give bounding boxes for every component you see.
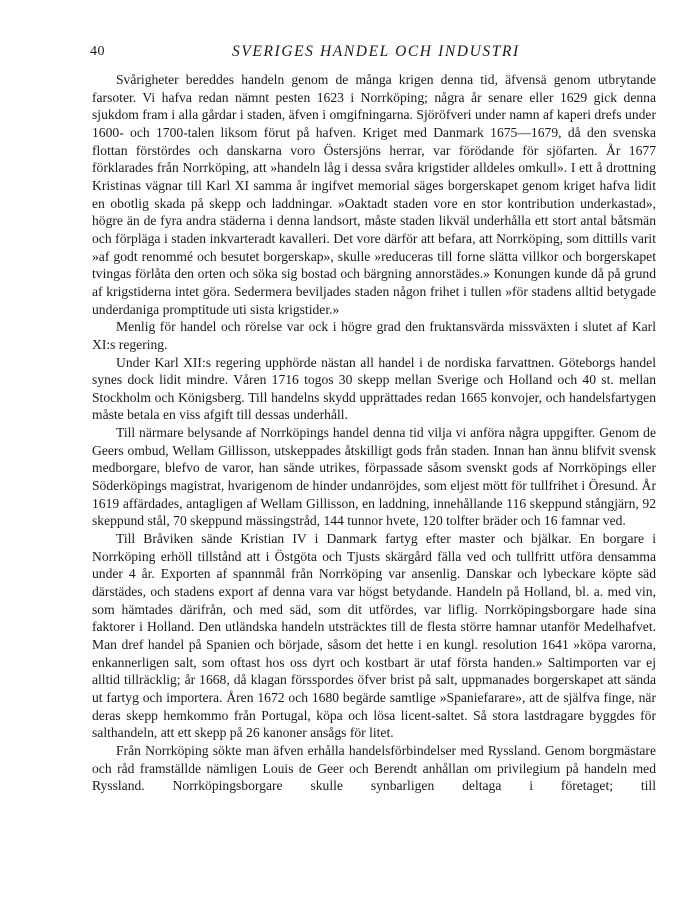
page-number: 40: [90, 44, 105, 59]
paragraph-russia: Från Norrköping sökte man äfven erhålla handelsförbindelser med Ryssland. Genom borgmästare och råd framställde nämligen Louis de Geer och Berendt anhållan om privilegium på handeln med Ryssland. Norrköpingsborgare skulle synbarligen deltaga i företaget; till: [92, 742, 656, 794]
paragraph-norrkoping-trade: Till närmare belysande af Norrköpings handel denna tid vilja vi anföra några uppgifter. Genom de Geers ombud, Wellam Gillisson, utskeppades åtskilligt gods från staden. Innan han ännu blifvit svensk medborgare, blefvo de varor, han sände utrikes, förpassade såsom svenskt gods af Norrköpings eller Söderköpings magistrat, hvarigenom de hinder undanröjdes, som eljest mött för tullfrihet i Öresund. År 1619 affärdades, antagligen af Wellam Gillisson, en laddning, innehållande 116 skeppund stångjärn, 92 skeppund stål, 70 skeppund mässingstråd, 144 tunnor hvete, 120 tolfter bräder och 16 famnar ved.: [92, 425, 656, 529]
running-head-title: SVERIGES HANDEL OCH INDUSTRI: [232, 43, 520, 60]
running-head: [90, 44, 650, 64]
paragraph-famine: Menlig för handel och rörelse var ock i högre grad den fruktansvärda missväxten i slutet af Karl XI:s regering.: [92, 319, 656, 352]
paragraph-hardships: Svårigheter bereddes handeln genom de många krigen denna tid, äfvensä genom utbrytande farsoter. Vi hafva redan nämnt pesten 1623 i Norrköping; några år senare eller 1629 gick denna sjukdom fram i alla gårdar i staden, äfven i omgifningarna. Sjöröfveri under namn af kaperi drefs under 1600- och 1700-talen liksom förut på hafven. Kriget med Danmark 1675—1679, då den svenska flottan förstördes och danskarna voro Östersjöns herrar, var förödande för sjöfarten. År 1677 förklarades från Norrköping, att »handeln låg i dessa svåra krigstider alldeles omkull». I ett å drottning Kristinas vägnar till Karl XI samma år ingifvet memorial säges borgerskapet genom kriget hafva lidit en obotlig skada på skepp och laddningar. »Oaktadt staden vore en stor kontribution underkastad», högre än de fyra andra städerna i denna landsort, måste staden likväl underhålla ett stort antal båtsmän och förpläga i staden inkvarteradt kavalleri. Det vore därför att befara, att Norrköping, som dittills varit »af godt renommé och besutet borgerskap», skulle »reduceras till forne slätta villkor och borgerskapet tvingas förlåta den orten och söka sig bostad och bärgning annorstädes.» Konungen kunde då på grund af krigstiderna intet göra. Sedermera beviljades staden någon frihet i tullen »för stadens alltid betygade underdaniga promptitude uti sista krigstider.»: [92, 72, 656, 317]
paragraph-braviken: Till Bråviken sände Kristian IV i Danmark fartyg efter master och bjälkar. En borgare i Norrköping erhöll tillstånd att i Östgöta och Tjusts skärgård fälla ved och tullfritt utföra densamma under 4 år. Exporten af spannmål från Norrköping var ansenlig. Danskar och lybeckare köpte säd därstädes, och stadens export af denna vara var högst betydande. Handeln på Holland, bl. a. med vin, som hämtades därifrån, och med säd, som dit utfördes, var liflig. Norrköpingsborgare hade sina faktorer i Holland. Den utländska handeln utsträcktes till de flesta större hamnar utanför Medelhafvet. Man dref handel på Spanien och började, såsom det hette i en kungl. resolution 1641 »köpa varorna, enkannerligen salt, som oftast hos oss dyrt och kostbart är utaf första handen.» Saltimporten var ej alltid tillräcklig; år 1668, då klagan försspordes öfver brist på salt, uppmanades borgerskapet att sända ut fartyg och importera. Åren 1672 och 1680 begärde samtlige »Spaniefarare», att de själfva finge, när deras skepp hemkommo från Portugal, köpa och lösa licent-saltet. Så stora lastdragare byggdes för salthandeln, att ett skepp på 26 kanoner ansågs för litet.: [92, 531, 656, 741]
paragraph-karl-xii: Under Karl XII:s regering upphörde nästan all handel i de nordiska farvattnen. Göteborgs handel synes dock lidit mindre. Våren 1716 togos 30 skepp mellan Sverige och Holland och 40 st. mellan Stockholm och Königsberg. Till handelns skydd upprättades redan 1665 konvojer, och handelsfartygen måste betala en viss afgift till dessas underhåll.: [92, 354, 656, 423]
body-text: [92, 71, 656, 795]
